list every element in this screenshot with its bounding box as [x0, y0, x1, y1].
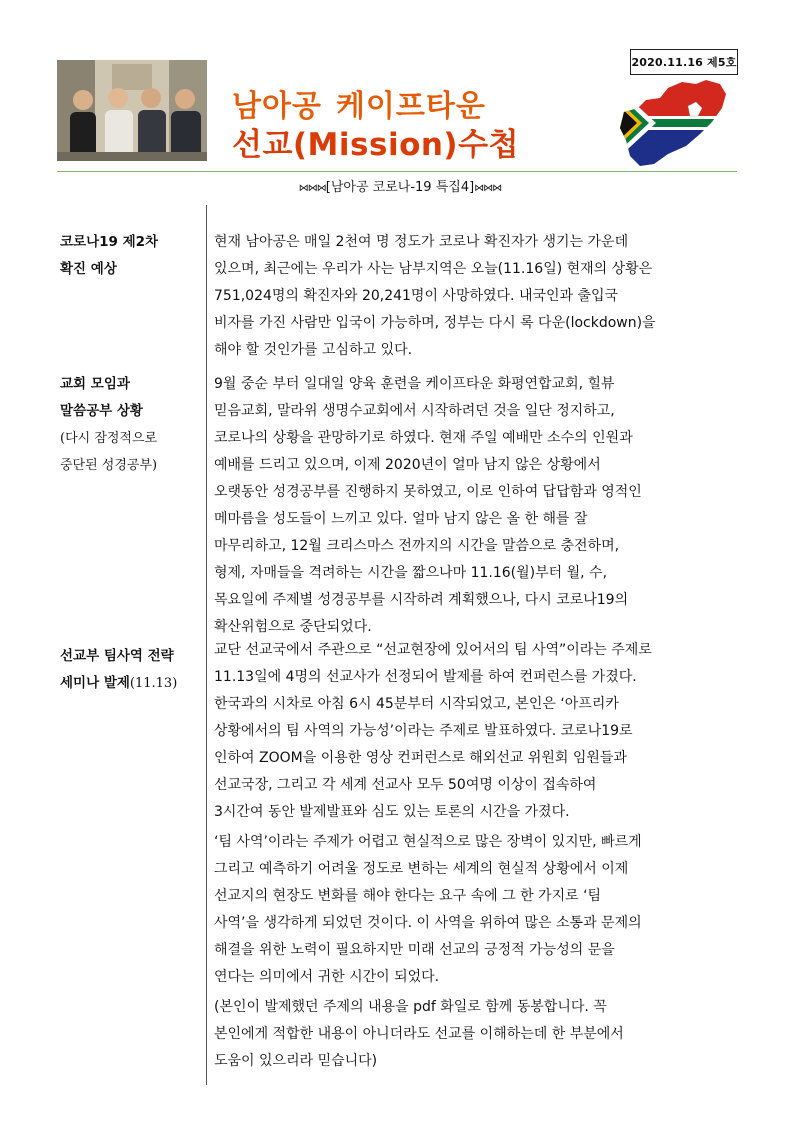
- body-line: 현재 남아공은 매일 2천여 명 정도가 코로나 확진자가 생기는 가운데: [214, 234, 629, 250]
- body-line: 9월 중순 부터 일대일 양육 훈련을 케이프타운 화평연합교회, 힐뷰: [214, 376, 615, 392]
- body-line: 11.13일에 4명의 선교사가 선정되어 발제를 하여 컨퍼런스를 가졌다.: [214, 669, 637, 685]
- section-body-team-ministry-reflection: [214, 829, 739, 991]
- section-body-church-meetings: [214, 371, 739, 641]
- body-line: 예배를 드리고 있으며, 이제 2020년이 얼마 남지 않은 상황에서: [214, 457, 601, 473]
- banner-text: [남아공 코로나-19 특집4]: [325, 180, 475, 195]
- body-line: 선교지의 현장도 변화를 해야 한다는 요구 속에 그 한 가지로 ‘팀: [214, 888, 602, 904]
- body-line: 사역’을 생각하게 되었던 것이다. 이 사역을 위하여 많은 소통과 문제의: [214, 915, 642, 931]
- title-mission-notebook: 선교(Mission)수첩: [232, 127, 519, 163]
- body-line: 선교국장, 그리고 각 세계 선교사 모두 50여명 이상이 접속하여: [214, 777, 597, 793]
- body-line: 해야 할 것인가를 고심하고 있다.: [214, 342, 413, 358]
- body-line: 메마름을 성도들이 느끼고 있다. 얼마 남지 않은 올 한 해를 잘: [214, 511, 588, 527]
- body-line: 형제, 자매들을 격려하는 시간을 짧으나마 11.16(월)부터 월, 수,: [214, 565, 608, 581]
- south-africa-flag-map-icon: [616, 78, 728, 168]
- body-line: 비자를 가진 사람만 입국이 가능하며, 정부는 다시 록 다운(lockdown)을: [214, 315, 656, 331]
- body-line: 도움이 있으리라 믿습니다): [214, 1053, 378, 1069]
- team-photo-image: [57, 60, 207, 161]
- section-body-team-ministry-seminar: [214, 637, 739, 826]
- section-label-line: 확진 예상: [60, 261, 117, 277]
- section-label-line: 교회 모임과: [60, 376, 130, 392]
- body-line: (본인이 발제했던 주제의 내용을 pdf 화일로 함께 동봉합니다. 꼭: [214, 999, 607, 1015]
- special-issue-banner: [0, 176, 800, 195]
- body-line: 751,024명의 확진자와 20,241명이 사망하였다. 내국인과 출입국: [214, 288, 619, 304]
- body-line: 교단 선교국에서 주관으로 “선교현장에 있어서의 팀 사역”이라는 주제로: [214, 642, 652, 658]
- body-line: 연다는 의미에서 귀한 시간이 되었다.: [214, 969, 440, 985]
- section-body-attachment-note: [214, 994, 739, 1075]
- section-label-team-ministry-seminar: [60, 643, 200, 697]
- body-line: 해결을 위한 노력이 필요하지만 미래 선교의 긍정적 가능성의 문을: [214, 942, 615, 958]
- header-divider: [57, 171, 737, 172]
- section-label-line: 선교부 팀사역 전략: [60, 648, 174, 664]
- body-line: ‘팀 사역’이라는 주제가 어렵고 현실적으로 많은 장벽이 있지만, 빠르게: [214, 834, 642, 850]
- banner-marks-right: ⋈⋈⋈: [474, 183, 502, 194]
- body-line: 상황에서의 팀 사역의 가능성’이라는 주제로 발표하였다. 코로나19로: [214, 723, 633, 739]
- body-line: 있으며, 최근에는 우리가 사는 남부지역은 오늘(11.16일) 현재의 상황은: [214, 261, 653, 277]
- body-line: 그리고 예측하기 어려울 정도로 변하는 세계의 현실적 상황에서 이제: [214, 861, 629, 877]
- section-label-line: 세미나 발제: [60, 675, 130, 691]
- body-line: 인하여 ZOOM을 이용한 영상 컨퍼런스로 해외선교 위원회 임원들과: [214, 750, 627, 766]
- section-label-subnote: (다시 잠정적으로: [60, 431, 158, 446]
- section-label-line: 말씀공부 상황: [60, 403, 143, 419]
- section-label-date-note: (11.13): [129, 676, 178, 691]
- body-line: 오랫동안 성경공부를 진행하지 못하였고, 이로 인하여 답답함과 영적인: [214, 484, 642, 500]
- title-country: 남아공: [232, 89, 322, 124]
- banner-marks-left: ⋈⋈⋈: [298, 183, 326, 194]
- section-label-subnote: 중단된 성경공부): [60, 458, 158, 473]
- team-photo: [57, 60, 207, 161]
- body-line: 믿음교회, 말라위 생명수교회에서 시작하려던 것을 일단 정지하고,: [214, 403, 615, 419]
- newsletter-title: [232, 88, 519, 164]
- section-label-line: 코로나19 제2차: [60, 234, 159, 250]
- body-line: 코로나의 상황을 관망하기로 하였다. 현재 주일 예배만 소수의 인원과: [214, 430, 633, 446]
- body-line: 한국과의 시차로 아침 6시 45분부터 시작되었고, 본인은 ‘아프리카: [214, 696, 619, 712]
- body-line: 마무리하고, 12월 크리스마스 전까지의 시간을 말씀으로 충전하며,: [214, 538, 620, 554]
- body-line: 본인에게 적합한 내용이 아니더라도 선교를 이해하는데 한 부분에서: [214, 1026, 624, 1042]
- issue-date: 2020.11.16 제5호: [631, 56, 737, 69]
- column-divider: [206, 205, 207, 1085]
- body-line: 3시간여 동안 발제발표와 심도 있는 토론의 시간을 가졌다.: [214, 804, 570, 820]
- section-label-covid-second-wave: [60, 229, 200, 283]
- title-city: 케이프타운: [335, 89, 486, 124]
- body-line: 목요일에 주제별 성경공부를 시작하려 계획했으나, 다시 코로나19의: [214, 592, 629, 608]
- issue-date-box: [630, 49, 738, 75]
- section-body-covid-second-wave: [214, 229, 739, 364]
- body-line: 확산위험으로 중단되었다.: [214, 619, 372, 635]
- section-label-church-meetings: [60, 371, 200, 479]
